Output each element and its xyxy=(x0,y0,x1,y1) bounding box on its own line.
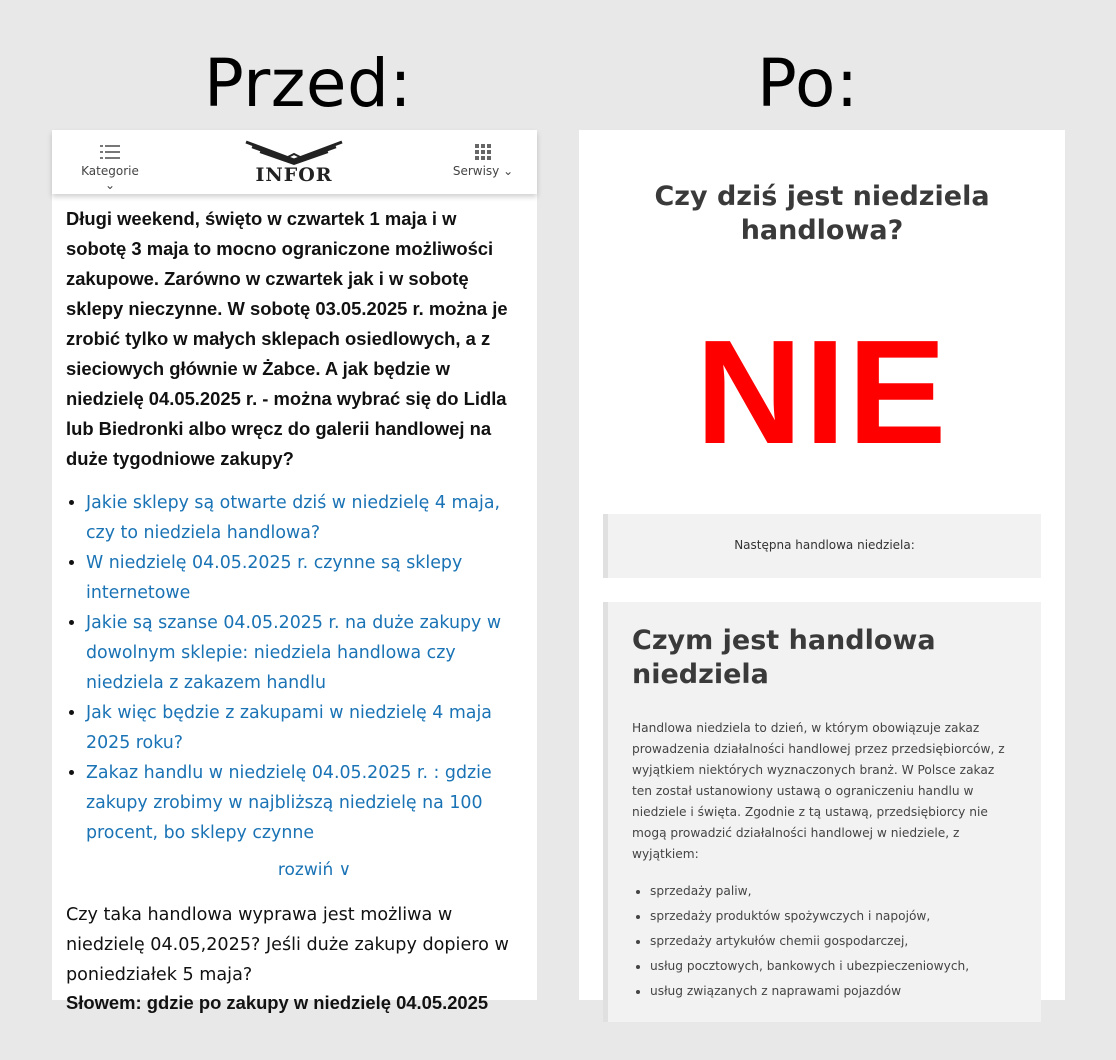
list-item: • usług pocztowych, bankowych i ubezpieczeniowych, xyxy=(650,954,1017,979)
info-section xyxy=(603,602,1041,1022)
related-link[interactable]: Zakaz handlu w niedzielę 04.05.2025 r. : gdzie zakupy zrobimy w najbliższą niedzielę na 100 procent, bo sklepy czynne xyxy=(86,763,492,843)
exceptions-list xyxy=(632,879,1017,1004)
expand-link[interactable]: rozwiń ∨ xyxy=(277,860,352,880)
lead-line: duże tygodniowe zakupy? xyxy=(66,448,294,469)
related-link[interactable]: Jak więc będzie z zakupami w niedzielę 4 maja 2025 roku? xyxy=(86,703,492,753)
next-sunday-label: Następna handlowa niedziela: xyxy=(734,538,915,552)
list-item xyxy=(86,488,525,548)
lead-line: sklepy nieczynne. W sobotę 03.05.2025 r. można je xyxy=(66,298,508,319)
page-title: Czy dziś jest niedziela handlowa? xyxy=(654,181,990,246)
list-item xyxy=(86,758,525,848)
lead-line: niedzielę 04.05.2025 r. - można wybrać się do Lidla xyxy=(66,388,507,409)
infor-logo[interactable] xyxy=(242,140,346,186)
next-sunday-box xyxy=(603,514,1041,578)
list-item xyxy=(86,698,525,758)
lead-line: zakupowe. Zarówno w czwartek jak i w sobotę xyxy=(66,268,469,289)
related-links xyxy=(52,488,537,848)
list-item: • sprzedaży artykułów chemii gospodarczej, xyxy=(650,929,1017,954)
lead-line: sobotę 3 maja to mocno ograniczone możliwości xyxy=(66,238,494,259)
lead-line: zrobić tylko w małych sklepach osiedlowych, a z xyxy=(66,328,491,349)
answer-text: NIE xyxy=(695,310,949,475)
related-link[interactable]: Jakie są szanse 04.05.2025 r. na duże zakupy w dowolnym sklepie: niedziela handlowa czy niedziela z zakazem handlu xyxy=(86,613,502,693)
list-item: • usług związanych z naprawami pojazdów xyxy=(650,979,1017,1004)
lead-line: sieciowych głównie w Żabce. A jak będzie w xyxy=(66,358,450,379)
grid-icon xyxy=(475,144,491,160)
services-menu[interactable] xyxy=(452,144,514,178)
list-item xyxy=(86,548,525,608)
list-item: • sprzedaży produktów spożywczych i napojów, xyxy=(650,904,1017,929)
logo-wings-icon xyxy=(242,140,346,166)
chevron-down-icon: ⌄ xyxy=(104,178,116,192)
services-label: Serwisy xyxy=(452,164,500,178)
categories-label: Kategorie xyxy=(81,164,139,178)
logo-text: INFOR xyxy=(255,164,333,186)
related-link[interactable]: Jakie sklepy są otwarte dziś w niedzielę 4 maja, czy to niedziela handlowa? xyxy=(86,493,501,543)
list-item xyxy=(86,608,525,698)
categories-menu[interactable] xyxy=(76,144,144,192)
after-screenshot xyxy=(579,130,1065,1000)
list-icon xyxy=(100,144,120,160)
related-link[interactable]: W niedzielę 04.05.2025 r. czynne są sklepy internetowe xyxy=(86,553,463,603)
article-paragraph: Czy taka handlowa wyprawa jest możliwa w niedzielę 04.05,2025? Jeśli duże zakupy dopiero w poniedziałek 5 maja? xyxy=(66,905,509,985)
article-lead xyxy=(52,194,537,474)
article-bold-text: Słowem: gdzie po zakupy w niedzielę 04.05.2025 xyxy=(66,992,489,1013)
site-header xyxy=(52,130,537,194)
lead-line: Długi weekend, święto w czwartek 1 maja i w xyxy=(66,208,457,229)
list-item: • sprzedaży paliw, xyxy=(650,879,1017,904)
heading-before: Przed: xyxy=(204,45,413,122)
chevron-down-icon: ⌄ xyxy=(499,164,514,178)
section-text: Handlowa niedziela to dzień, w którym obowiązuje zakaz prowadzenia działalności handlowej przez przedsiębiorców, z wyjątkiem niektórych wyznaczonych branż. W Polsce zakaz ten został ustanowiony ustawą o ograniczeniu handlu w niedziele i święta. Zgodnie z tą ustawą, przedsiębiorcy nie mogą prowadzić działalności handlowej w niedziele, z wyjątkiem: xyxy=(632,721,1005,861)
section-title: Czym jest handlowa niedziela xyxy=(632,625,936,690)
heading-after: Po: xyxy=(757,45,859,122)
lead-line: lub Biedronki albo wręcz do galerii handlowej na xyxy=(66,418,492,439)
before-screenshot xyxy=(52,130,537,1013)
